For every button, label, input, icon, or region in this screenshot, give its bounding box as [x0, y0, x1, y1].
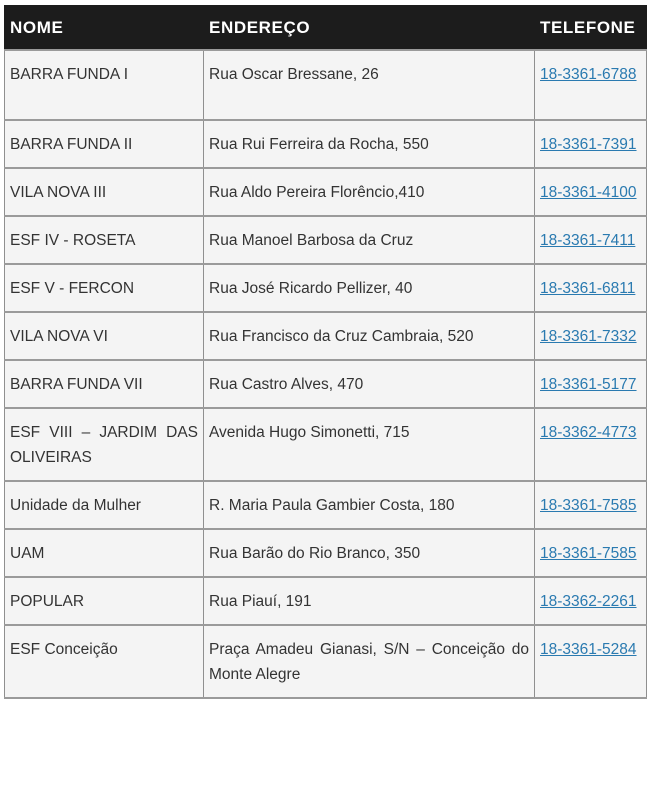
cell-endereco: Praça Amadeu Gianasi, S/N – Conceição do Monte Alegre — [204, 625, 535, 698]
table-row — [5, 529, 647, 577]
cell-endereco: Rua Manoel Barbosa da Cruz — [204, 216, 535, 264]
cell-nome: ESF V - FERCON — [5, 264, 204, 312]
cell-telefone — [535, 360, 647, 408]
cell-telefone — [535, 216, 647, 264]
cell-endereco: Avenida Hugo Simonetti, 715 — [204, 408, 535, 481]
table-row — [5, 216, 647, 264]
table-row — [5, 408, 647, 481]
phone-link[interactable]: 18-3361-7391 — [540, 136, 637, 153]
header-telefone: TELEFONE — [535, 6, 647, 51]
phone-link[interactable]: 18-3361-7585 — [540, 497, 637, 514]
units-table-container — [4, 5, 647, 699]
table-row — [5, 120, 647, 168]
cell-telefone — [535, 529, 647, 577]
cell-nome: BARRA FUNDA VII — [5, 360, 204, 408]
cell-endereco: R. Maria Paula Gambier Costa, 180 — [204, 481, 535, 529]
table-row — [5, 360, 647, 408]
phone-link[interactable]: 18-3362-2261 — [540, 593, 637, 610]
cell-endereco: Rua Rui Ferreira da Rocha, 550 — [204, 120, 535, 168]
table-row — [5, 312, 647, 360]
cell-nome: BARRA FUNDA I — [5, 50, 204, 120]
cell-endereco: Rua Piauí, 191 — [204, 577, 535, 625]
cell-telefone — [535, 577, 647, 625]
units-table — [4, 5, 647, 699]
table-row — [5, 577, 647, 625]
cell-nome: Unidade da Mulher — [5, 481, 204, 529]
table-row — [5, 625, 647, 698]
cell-endereco: Rua Castro Alves, 470 — [204, 360, 535, 408]
cell-endereco: Rua Oscar Bressane, 26 — [204, 50, 535, 120]
cell-telefone — [535, 50, 647, 120]
cell-telefone — [535, 481, 647, 529]
cell-endereco: Rua Francisco da Cruz Cambraia, 520 — [204, 312, 535, 360]
table-row — [5, 50, 647, 120]
phone-link[interactable]: 18-3361-5177 — [540, 376, 637, 393]
header-endereco: ENDEREÇO — [204, 6, 535, 51]
cell-nome: ESF IV - ROSETA — [5, 216, 204, 264]
cell-nome: VILA NOVA III — [5, 168, 204, 216]
cell-telefone — [535, 312, 647, 360]
cell-telefone — [535, 625, 647, 698]
phone-link[interactable]: 18-3361-4100 — [540, 184, 637, 201]
cell-endereco: Rua José Ricardo Pellizer, 40 — [204, 264, 535, 312]
table-header — [5, 6, 647, 51]
phone-link[interactable]: 18-3361-7411 — [540, 232, 636, 249]
header-row — [5, 6, 647, 51]
header-nome: NOME — [5, 6, 204, 51]
table-row — [5, 481, 647, 529]
cell-nome: ESF Conceição — [5, 625, 204, 698]
cell-nome: ESF VIII – JARDIM DAS OLIVEIRAS — [5, 408, 204, 481]
phone-link[interactable]: 18-3361-5284 — [540, 641, 637, 658]
cell-nome: POPULAR — [5, 577, 204, 625]
table-row — [5, 168, 647, 216]
cell-nome: UAM — [5, 529, 204, 577]
cell-endereco: Rua Aldo Pereira Florêncio,410 — [204, 168, 535, 216]
cell-endereco: Rua Barão do Rio Branco, 350 — [204, 529, 535, 577]
cell-telefone — [535, 120, 647, 168]
phone-link[interactable]: 18-3361-6788 — [540, 66, 637, 83]
cell-telefone — [535, 408, 647, 481]
cell-telefone — [535, 168, 647, 216]
phone-link[interactable]: 18-3361-7332 — [540, 328, 637, 345]
phone-link[interactable]: 18-3361-6811 — [540, 280, 636, 297]
table-body — [5, 50, 647, 698]
cell-nome: VILA NOVA VI — [5, 312, 204, 360]
table-row — [5, 264, 647, 312]
cell-telefone — [535, 264, 647, 312]
phone-link[interactable]: 18-3362-4773 — [540, 424, 637, 441]
phone-link[interactable]: 18-3361-7585 — [540, 545, 637, 562]
cell-nome: BARRA FUNDA II — [5, 120, 204, 168]
